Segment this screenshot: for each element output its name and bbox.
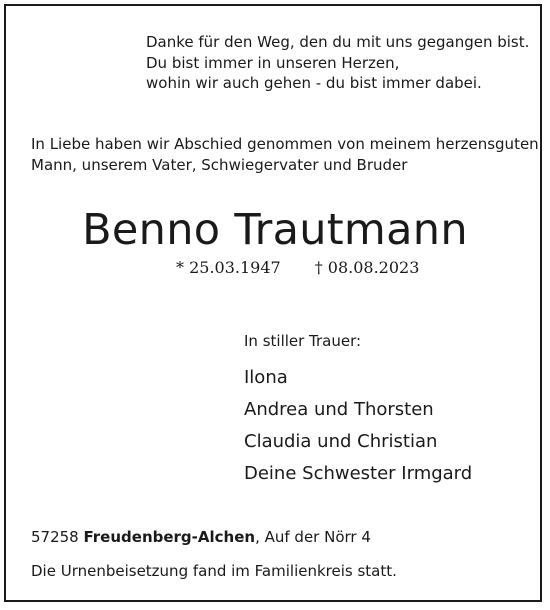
deceased-name: Benno Trautmann: [82, 205, 468, 255]
intro-line: In Liebe haben wir Abschied genommen von meinem herzensguten: [31, 135, 539, 153]
mourner-name: Deine Schwester Irmgard: [244, 463, 473, 484]
birth-date: * 25.03.1947: [176, 258, 281, 277]
poem-line: Du bist immer in unseren Herzen,: [146, 53, 400, 72]
street: , Auf der Nörr 4: [255, 528, 371, 546]
intro-text: [31, 134, 539, 175]
burial-notice: Die Urnenbeisetzung fand im Familienkreis statt.: [31, 562, 397, 580]
mourning-heading: In stiller Trauer:: [244, 332, 362, 350]
postcode: 57258: [31, 528, 79, 546]
mourner-name: Andrea und Thorsten: [244, 399, 434, 420]
mourner-name: Claudia und Christian: [244, 431, 438, 452]
intro-line: Mann, unserem Vater, Schwiegervater und Bruder: [31, 155, 408, 174]
death-date: † 08.08.2023: [314, 258, 420, 277]
address: [31, 527, 371, 547]
poem-line: wohin wir auch gehen - du bist immer dabei.: [146, 74, 482, 92]
poem-line: Danke für den Weg, den du mit uns gegangen bist.: [146, 33, 530, 51]
obituary-frame: [4, 4, 542, 602]
poem: [146, 32, 529, 94]
city: Freudenberg-Alchen: [83, 528, 256, 546]
life-dates: [176, 257, 419, 279]
mourner-name: Ilona: [244, 367, 288, 388]
mourners-list: [244, 362, 472, 490]
